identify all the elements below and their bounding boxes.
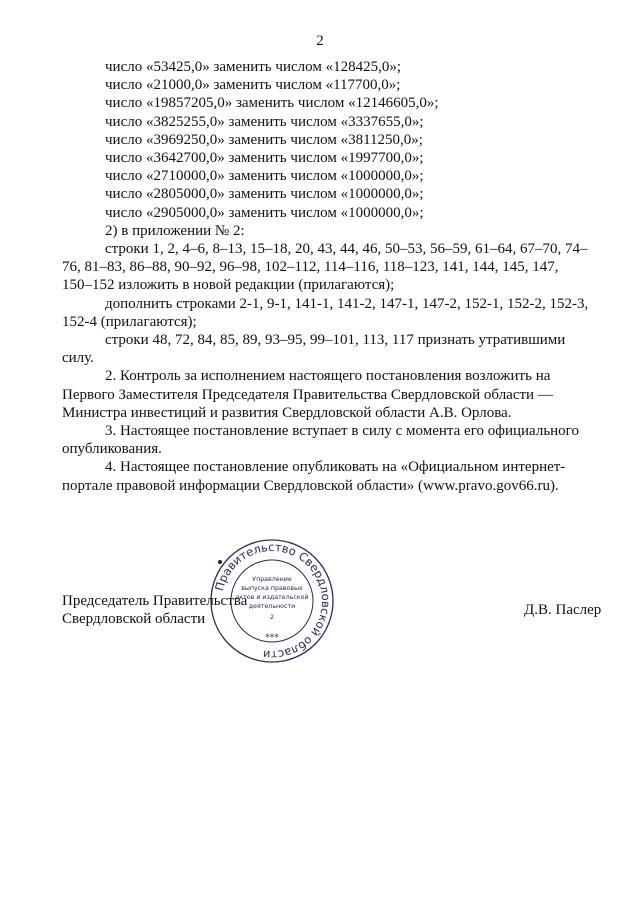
appendix-heading: 2) в приложении № 2: — [105, 222, 245, 239]
list-item: число «53425,0» заменить числом «128425,0»; — [105, 59, 401, 75]
list-item: число «3825255,0» заменить числом «3337655,0»; — [105, 113, 424, 130]
list-item: число «2905000,0» заменить числом «1000000,0»; — [105, 204, 424, 221]
clause-2: 2. Контроль за исполнением настоящего постановления возложить на Первого Заместителя Председателя Правительства Свердловской области — Министра инвестиций и развития Свердловской области А.В. Орлова. — [62, 368, 553, 421]
appendix-add-paragraph: дополнить строками 2-1, 9-1, 141-1, 141-2, 147-1, 147-2, 152-1, 152-2, 152-3, 152-4 (прилагаются); — [62, 295, 589, 330]
stamp-line: актов и издательской — [235, 594, 309, 601]
signatory-name: Д.В. Паслер — [524, 602, 602, 618]
signatory-title: Председатель Правительства Свердловской области — [62, 593, 248, 627]
list-item: число «2710000,0» заменить числом «1000000,0»; — [105, 168, 424, 185]
stamp-line: деятельности — [248, 603, 296, 610]
list-item: число «21000,0» заменить числом «117700,0»; — [105, 77, 401, 94]
list-item: число «2805000,0» заменить числом «1000000,0»; — [105, 186, 424, 203]
list-item: число «3969250,0» заменить числом «3811250,0»; — [105, 131, 423, 148]
appendix-void-paragraph: строки 48, 72, 84, 85, 89, 93–95, 99–101, 113, 117 признать утратившими силу. — [62, 332, 566, 367]
page-number: 2 — [316, 33, 324, 49]
list-item: число «19857205,0» заменить числом «12146605,0»; — [105, 95, 439, 112]
clause-4: 4. Настоящее постановление опубликовать на «Официальном интернет- портале правовой информации Свердловской области» (www.pravo.gov66.ru). — [62, 459, 566, 494]
document-body — [62, 58, 610, 495]
replacement-list — [62, 58, 610, 240]
stamp-line: 2 — [269, 614, 275, 621]
stamp-outer-text: Правительство Свердловской области — [212, 539, 334, 663]
stamp-line: Управление — [252, 576, 292, 583]
svg-text:Правительство Свердловской обл — [212, 540, 333, 662]
clause-3: 3. Настоящее постановление вступает в силу с момента его официального опубликования. — [62, 423, 579, 458]
appendix-rows-paragraph: строки 1, 2, 4–6, 8–13, 15–18, 20, 43, 44, 46, 50–53, 56–59, 61–64, 67–70, 74– 76, 81–83, 86–88, 90–92, 96–98, 102–112, 114–116, 118–123, 141, 144, 145, 147, 150–152 изложить в новой редакции (прилагаются); — [62, 241, 588, 294]
list-item: число «3642700,0» заменить числом «1997700,0»; — [105, 150, 424, 167]
official-stamp-seal — [208, 537, 336, 665]
stamp-line: выпуска правовых — [241, 585, 303, 592]
stamp-stars: *** — [265, 633, 279, 643]
